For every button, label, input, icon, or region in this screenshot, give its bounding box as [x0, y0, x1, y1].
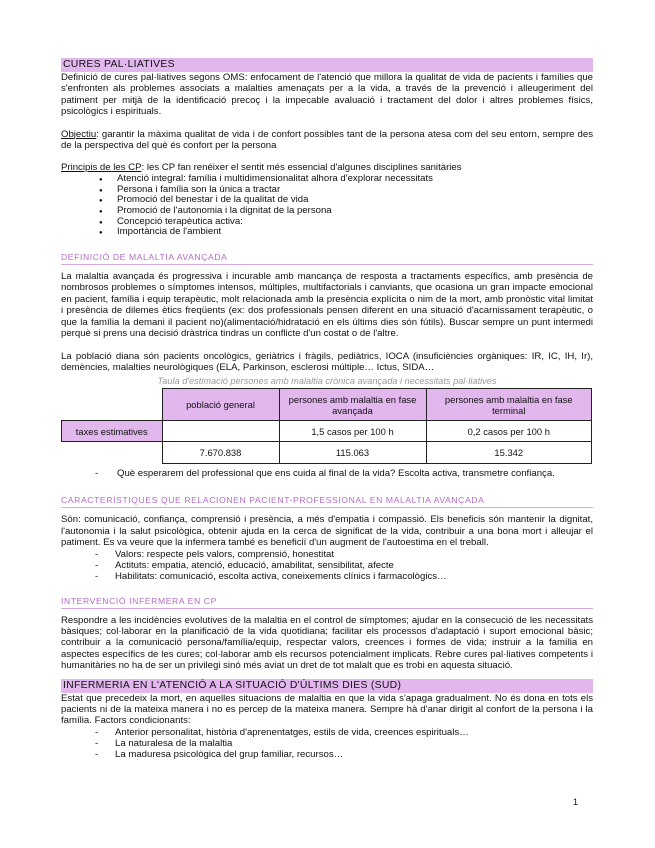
table-cell: 1,5 casos per 100 h — [279, 421, 426, 442]
objective-label: Objectiu — [61, 128, 97, 140]
table-cell: 0,2 casos per 100 h — [426, 421, 592, 442]
intervencio-paragraph: Respondre a les incidències evolutives de la malaltia en el control de símptomes; ajudar en la consecució de les necessitats bàsiques; col·laborar en la planificació de la vida quotidiana; facilitar els processos d'adaptació i suport emocional bàsic; contribuir a la comunicació persona/família/equip, respectar valors, creences i formes de vida; instruir a la família en aspectes específics de les cures; col·laborar amb els recursos potencialment implicats. Rebre cures pal·liatives competents i humanitàries no ha de ser un privilegi sinó més aviat un dret de tot malalt que es trobi en aquesta situació. — [61, 614, 593, 672]
objective-text: : garantir la màxima qualitat de vida i de confort possibles tant de la persona atesa com del seu entorn, sempre des de la perspectiva del què és confort per la persona — [61, 128, 593, 152]
malaltia-paragraph-1: La malaltia avançada és progressiva i incurable amb mancança de resposta a tractaments específics, amb presència de nombrosos problemes o símptomes intensos, múltiples, multifactorials i canviants, que ocasiona un gran impacte emocional en pacient, família i equip terapèutic, molt relacionada amb la presència explícita o nim de la mort, amb pronòstic vital limitat i presència de dilemes ètics freqüents (ex: dos professionals pensen diferent en una situació d'acarnissament terapèutic, o que la família la demani il pacient no)(alimentació/hidratació en els últims dies són fútils). Buscar sempre un punt intermedi perquè si prens una decisió dràstrica tindras un conflicte d'un costat o de l'altre. — [61, 271, 593, 340]
list-item: ● Promoció del benestar i de la qualitat de vida — [117, 195, 593, 206]
principles-text: : les CP fan renéixer el sentit més essencial d'algunes disciplines sanitàries — [141, 162, 462, 174]
malaltia-paragraph-2: La població diana són pacients oncològics, geriàtrics i fràgils, pediàtrics, IOCA (insuficiències orgàniques: IR, IC, IH, Ir), demències, malalties neurològiques (ELA, Parkinson, esclerosi múltiple… Ictus, SIDA… — [61, 350, 593, 373]
table-row — [62, 442, 592, 464]
section-heading-caracteristiques: CARACTERÍSTIQUES QUE RELACIONEN PACIENT-PROFESSIONAL EN MALALTIA AVANÇADA — [61, 495, 593, 508]
table-header-cell: persones amb malaltia en fase terminal — [426, 389, 592, 421]
table-caption: Taula d'estimació persones amb malaltia crònica avançada i necessitats pal·liatives — [157, 376, 497, 387]
table-header-cell: població general — [162, 389, 279, 421]
document-page — [61, 58, 593, 760]
caracteristiques-list — [61, 549, 593, 582]
list-item: ● Importància de l'ambient — [117, 227, 593, 238]
table-cell: 115.063 — [279, 442, 426, 464]
list-item: ● Persona i família son la única a tractar — [117, 185, 593, 196]
table-empty-cell — [62, 442, 163, 464]
caracteristiques-paragraph: Són: comunicació, confiança, comprensió i presència, a més d'empatia i compassió. Els beneficis són mantenir la dignitat, l'autonomia i la salut psicològica, obtenir ajuda en la cerca de significat de la vida, contribuir a una bona mort i alleujar el patiment. Es va veure que la infermera també es beneficiï d'un augment de l'autoestima en el treball. — [61, 514, 593, 549]
page-number: 1 — [573, 797, 579, 807]
table-cell: 7.670.838 — [162, 442, 279, 464]
list-item: ● Concepció terapèutica activa: — [117, 217, 593, 228]
list-item: - Valors: respecte pels valors, comprensió, honestitat — [115, 549, 593, 560]
list-item: - La maduresa psicològica del grup familiar, recursos… — [115, 749, 593, 760]
principles-list — [61, 174, 593, 238]
list-item: - Anterior personalitat, història d'aprenentatges, estils de vida, creences espirituals… — [115, 727, 593, 738]
table-corner-cell — [62, 389, 163, 421]
table-header-cell: persones amb malaltia en fase avançada — [279, 389, 426, 421]
list-item: - Habilitats: comunicació, escolta activa, coneixements clínics i farmacològics… — [115, 571, 593, 582]
professional-note: - Què esperarem del professional que ens cuida al final de la vida? Escolta activa, transmetre confiança. — [61, 468, 593, 479]
section-heading-sud: INFERMERIA EN L'ATENCIÓ A LA SITUACIÓ D'ÚLTIMS DIES (SUD) — [61, 679, 593, 693]
section-heading-malaltia-avancada: DEFINICIÓ DE MALALTIA AVANÇADA — [61, 252, 593, 265]
table-row-label: taxes estimatives — [62, 421, 163, 442]
estimation-table — [61, 388, 592, 464]
list-item: - La naturalesa de la malaltia — [115, 738, 593, 749]
section-heading-cures-palliatives: CURES PAL·LIATIVES — [61, 58, 593, 72]
table-row — [62, 389, 592, 421]
sud-paragraph: Estat que precedeix la mort, en aquelles situacions de malaltia en que la vida s'apaga gradualment. No és dona en tots els pacients ni de la mateixa manera i no es percep de la mateixa manera. Sempre hà d'anar dirigit al confort de la persona i la família. Factors condicionants: — [61, 692, 593, 727]
definition-paragraph: Definició de cures pal·liatives segons OMS: enfocament de l'atenció que millora la qualitat de vida de pacients i famílies que s'enfronten als problemes associats a malalties amenaçats per a la vida, a través de la prevenció i alleugeriment del patiment per mitjà de la identificació precoç i la impecable avaluació i tractament del dolor i altres problemes físics, psicològics i espirituals. — [61, 72, 593, 118]
table-row — [62, 421, 592, 442]
list-item: ● Promoció de l'autonomia i la dignitat de la persona — [117, 206, 593, 217]
objective-paragraph — [61, 129, 593, 152]
sud-list — [61, 727, 593, 760]
table-cell: 15.342 — [426, 442, 592, 464]
principles-label: Principis de les CP — [61, 162, 142, 174]
table-cell — [162, 421, 279, 442]
section-heading-intervencio: INTERVENCIÓ INFERMERA EN CP — [61, 596, 593, 609]
list-item: ● Atenció integral: família i multidimensionalitat alhora d'explorar necessitats — [117, 174, 593, 185]
list-item: - Actituts: empatia, atenció, educació, amabilitat, sensibilitat, afecte — [115, 560, 593, 571]
